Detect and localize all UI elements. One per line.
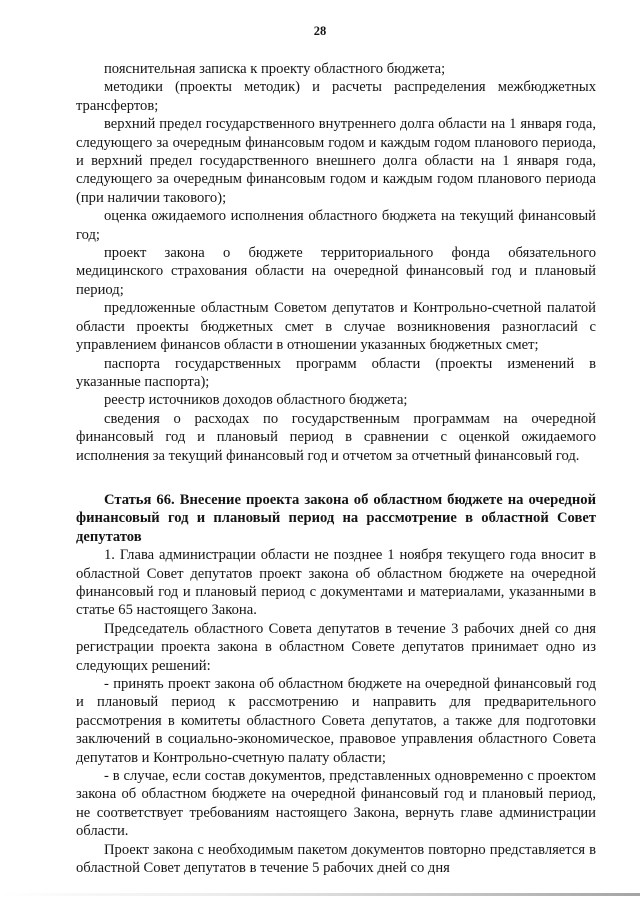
list-item: паспорта государственных программ области (проекты изменений в указанные паспорта); [76,355,596,390]
list-item: верхний предел государственного внутреннего долга области на 1 января года, следующего за очередным финансовым годом и каждым годом планового периода, и верхний предел государственного внешнего долга области на 1 января года, следующего за очередным финансовым годом и каждым годом планового периода (при наличии такового); [76,116,596,206]
scan-edge-line [0,893,640,896]
page-number: 28 [313,24,327,38]
article-paragraph: - принять проект закона об областном бюджете на очередной финансовый год и плановый период к рассмотрению и направить для предварительного рассмотрения в комитеты областного Совета депутатов, а также для подготовки заключений в социально-экономическое, правовое управления областного Совета депутатов и Контрольно-счетную палату области; [76,676,596,766]
list-item: реестр источников доходов областного бюджета; [104,392,408,409]
list-item: сведения о расходах по государственным программам на очередной финансовый год и плановый период в сравнении с оценкой ожидаемого исполнения за текущий финансовый год и отчетом за отчетный финансовый год. [76,410,596,464]
article-heading: Статья 66. Внесение проекта закона об областном бюджете на очередной финансовый год и плановый период на рассмотрение в областной Совет депутатов [76,491,596,545]
article-paragraph: Председатель областного Совета депутатов в течение 3 рабочих дней со дня регистрации проекта закона в областном Совете депутатов принимает одно из следующих решений: [76,620,596,674]
article-paragraph: 1. Глава администрации области не позднее 1 ноября текущего года вносит в областной Совет депутатов проект закона об областном бюджете на очередной финансовый год и плановый период с документами и материалами, указанными в статье 65 настоящего Закона. [76,547,596,619]
list-item: оценка ожидаемого исполнения областного бюджета на текущий финансовый год; [76,208,596,243]
list-item: предложенные областным Советом депутатов и Контрольно-счетной палатой области проекты бюджетных смет в случае возникновения разногласий с управлением финансов области в отношении указанных бюджетных смет; [76,300,596,354]
article-paragraph: Проект закона с необходимым пакетом документов повторно представляется в областной Совет депутатов в течение 5 рабочих дней со дня [76,841,596,877]
list-item: пояснительная записка к проекту областного бюджета; [104,61,446,77]
list-item: проект закона о бюджете территориального фонда обязательного медицинского страхования области на очередной финансовый год и плановый период; [76,245,596,298]
list-item: методики (проекты методик) и расчеты распределения межбюджетных трансфертов; [76,79,596,114]
document-body [76,60,596,877]
article-paragraph: - в случае, если состав документов, представленных одновременно с проектом закона об областном бюджете на очередной финансовый год и плановый период, не соответствует требованиям настоящего Закона, вернуть главе администрации области. [76,768,596,840]
